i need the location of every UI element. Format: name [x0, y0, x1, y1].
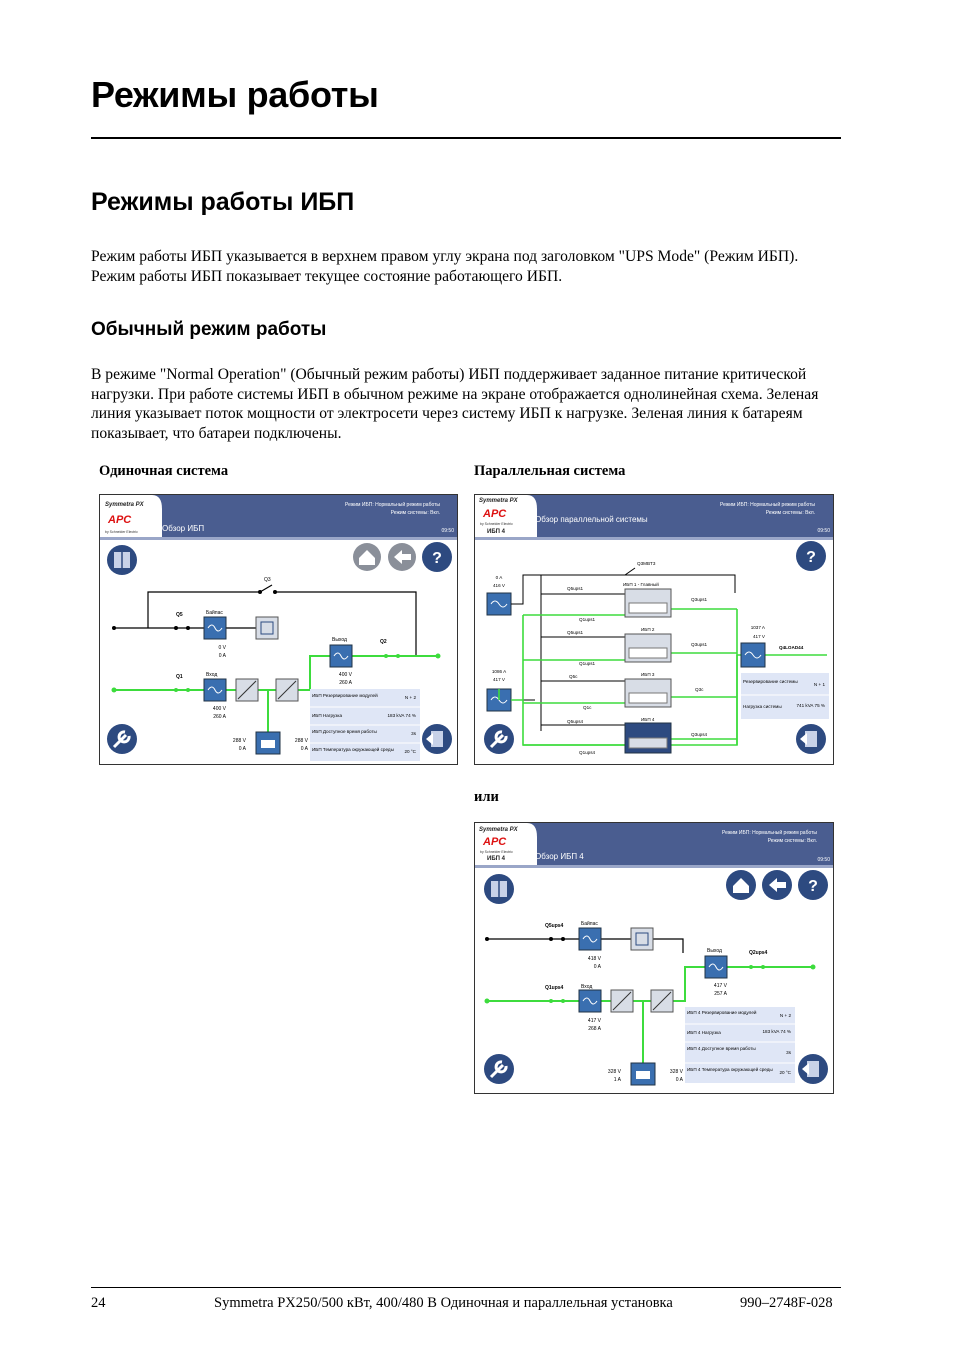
info-label-0: ИБП Резервирование модулей	[312, 693, 378, 698]
ups-label: ИБП 4	[487, 856, 505, 862]
ups2-qo: Q3ups1	[691, 642, 708, 647]
label-q5: Q5	[176, 612, 183, 618]
section-heading: Режимы работы ИБП	[91, 188, 355, 216]
sys-info-value-0: N + 1	[813, 682, 825, 687]
battery2-current: 0 A	[675, 1077, 683, 1083]
bypass-switch	[579, 928, 601, 950]
bypass-voltage: 418 V	[587, 956, 601, 962]
info-value-1: 183 kVA 74 %	[762, 1029, 791, 1034]
system-mode-status: Режим системы: Вкл.	[390, 510, 440, 516]
label-output: Выход	[332, 637, 347, 643]
ups3-name: ИБП 3	[641, 672, 655, 677]
input-voltage: 417 V	[587, 1018, 601, 1024]
single-system-screen	[99, 494, 458, 765]
source1-current: 0 A	[495, 575, 503, 580]
label-q2: Q2	[380, 639, 387, 645]
clock: 09:50	[441, 528, 454, 534]
sys-info-value-1: 741 kVA 75 %	[796, 703, 825, 708]
home-icon[interactable]	[353, 543, 381, 571]
ups2-qa: Q5ups1	[567, 630, 584, 635]
info-value-1: 183 kVA 74 %	[387, 713, 416, 718]
info-value-3: 20 °C	[779, 1070, 791, 1075]
system-mode-status: Режим системы: Вкл.	[765, 510, 815, 516]
back-icon[interactable]	[762, 870, 792, 900]
info-value-0: N + 2	[779, 1013, 791, 1018]
ups-label: ИБП 4	[487, 529, 505, 535]
screen-title: Обзор ИБП	[162, 524, 205, 533]
rectifier	[611, 990, 633, 1012]
input-voltage: 400 V	[212, 706, 226, 712]
system-info-table	[741, 673, 829, 719]
ups-module-4	[625, 723, 671, 753]
wrench-icon[interactable]	[484, 1054, 514, 1084]
label-q4load: Q4LOAD44	[779, 645, 804, 650]
document-number: 990–2748F-028	[740, 1295, 833, 1311]
inverter	[276, 679, 298, 701]
ups4-name: ИБП 4	[641, 717, 655, 722]
apc-logo: APC	[483, 508, 507, 520]
input-current: 260 A	[213, 714, 226, 720]
output-switch	[705, 956, 727, 978]
title-rule	[91, 137, 841, 139]
label-q2: Q2ups4	[749, 950, 768, 956]
ups4-qb: Q1ups4	[579, 750, 596, 755]
source2-voltage: 417 V	[492, 677, 506, 682]
ups-module-3	[625, 679, 671, 707]
ups-module-2	[625, 634, 671, 662]
ups4-qa: Q5ups4	[567, 719, 584, 724]
footer-rule	[91, 1287, 841, 1288]
cabinet-icon[interactable]	[107, 545, 137, 575]
help-icon[interactable]	[798, 870, 828, 900]
maker-label: by Schneider Electric	[480, 522, 513, 526]
label-q3mbt: Q3MBT3	[637, 561, 656, 566]
document-title: Symmetra PX250/500 кВт, 400/480 В Одиночная и параллельная установка	[214, 1295, 673, 1311]
maker-label: by Schneider Electric	[105, 530, 138, 534]
load-switch	[741, 643, 765, 667]
ups-mode-status: Режим ИБП: Нормальный режим работы	[722, 830, 817, 836]
info-value-3: 20 °C	[404, 749, 416, 754]
output-voltage: 400 V	[338, 672, 352, 678]
caption-single: Одиночная система	[99, 463, 229, 479]
ups1-qa: Q5ups1	[567, 586, 584, 591]
battery1-current: 0 A	[238, 746, 246, 752]
exit-icon[interactable]	[796, 724, 826, 754]
cabinet-icon[interactable]	[484, 874, 514, 904]
apc-logo: APC	[108, 514, 132, 526]
info-label-1: ИБП Нагрузка	[312, 713, 343, 718]
help-icon[interactable]	[796, 541, 826, 571]
load-current: 1037 A	[750, 625, 765, 630]
parallel-system-screen	[474, 494, 834, 765]
exit-icon[interactable]	[798, 1054, 828, 1084]
subsection-heading: Обычный режим работы	[91, 319, 327, 340]
label-q3: Q3	[264, 577, 271, 583]
input-current: 268 A	[588, 1026, 601, 1032]
system-mode-status: Режим системы: Вкл.	[767, 838, 817, 844]
label-input: Вход	[581, 984, 593, 990]
output-current: 257 A	[714, 991, 727, 997]
brand-label: Symmetra PX	[105, 502, 144, 508]
battery-icon	[256, 732, 280, 754]
input-switch	[579, 990, 601, 1012]
battery1-voltage: 328 V	[607, 1069, 621, 1075]
page-number: 24	[91, 1295, 106, 1311]
info-value-2: 3s	[786, 1050, 791, 1055]
battery2-current: 0 A	[300, 746, 308, 752]
bypass-voltage: 0 V	[218, 645, 226, 651]
static-switch	[631, 928, 653, 950]
static-switch	[256, 617, 278, 639]
sys-info-label-1: Нагрузка системы	[743, 704, 782, 709]
battery2-voltage: 288 V	[294, 738, 308, 744]
screen-title: Обзор параллельной системы	[535, 515, 648, 524]
ups4-overview-screen	[474, 822, 834, 1094]
info-table	[685, 1007, 795, 1083]
ups3-qa: Q5c	[569, 674, 578, 679]
intro-paragraph: Режим работы ИБП указывается в верхнем правом углу экрана под заголовком "UPS Mode" (Режим ИБП). Режим работы ИБП показывает текущее состояние работающего ИБП.	[91, 248, 799, 285]
caption-parallel: Параллельная система	[474, 463, 626, 479]
info-label-2: ИБП Доступное время работы	[312, 729, 377, 734]
info-label-3: ИБП 4 Температура окружающей среды	[687, 1067, 773, 1072]
ups1-name: ИБП 1 - Главный	[623, 582, 659, 587]
info-label-3: ИБП Температура окружающей среды	[312, 747, 394, 752]
ups-mode-status: Режим ИБП: Нормальный режим работы	[720, 502, 815, 508]
source2-current: 1086 A	[491, 669, 507, 674]
clock: 09:50	[817, 528, 830, 534]
source1-voltage: 416 V	[492, 583, 506, 588]
label-bypass: Байпас	[206, 610, 223, 616]
home-icon[interactable]	[726, 870, 756, 900]
screen-title: Обзор ИБП 4	[535, 852, 584, 861]
brand-label: Symmetra PX	[479, 827, 518, 833]
label-output: Выход	[707, 948, 722, 954]
ups1-qb: Q1ups1	[579, 617, 596, 622]
info-value-2: 3s	[411, 731, 416, 736]
output-current: 260 A	[339, 680, 352, 686]
output-voltage: 417 V	[713, 983, 727, 989]
info-label-1: ИБП 4 Нагрузка	[687, 1030, 721, 1035]
bypass-current: 0 A	[218, 653, 226, 659]
screen-header	[100, 495, 457, 540]
output-switch	[330, 645, 352, 667]
svg-text:?: ?	[432, 550, 442, 567]
info-value-0: N + 2	[404, 695, 416, 700]
ups3-qb: Q1c	[583, 705, 592, 710]
label-q5: Q5ups4	[545, 923, 564, 929]
sys-info-label-0: Резервирование системы	[743, 679, 798, 684]
inverter	[651, 990, 673, 1012]
svg-text:?: ?	[806, 549, 816, 566]
svg-text:?: ?	[808, 878, 818, 895]
back-icon[interactable]	[388, 543, 416, 571]
label-bypass: Байпас	[581, 921, 598, 927]
help-icon[interactable]	[422, 542, 452, 572]
brand-label: Symmetra PX	[479, 498, 518, 504]
info-label-0: ИБП 4 Резервирование модулей	[687, 1010, 757, 1015]
exit-icon[interactable]	[422, 724, 452, 754]
battery-icon	[631, 1063, 655, 1085]
wrench-icon[interactable]	[107, 724, 137, 754]
battery2-voltage: 328 V	[669, 1069, 683, 1075]
label-input: Вход	[206, 672, 218, 678]
clock: 09:50	[817, 857, 830, 863]
ups2-qb: Q1ups1	[579, 661, 596, 666]
screen-header	[475, 823, 833, 868]
apc-logo: APC	[483, 836, 507, 848]
battery1-current: 1 A	[613, 1077, 621, 1083]
info-label-2: ИБП 4 Доступное время работы	[687, 1046, 756, 1051]
wrench-icon[interactable]	[484, 724, 514, 754]
screen-header	[475, 495, 833, 540]
input-switch	[204, 679, 226, 701]
maker-label: by Schneider Electric	[480, 850, 513, 854]
label-q1: Q1ups4	[545, 985, 564, 991]
source1-switch	[487, 593, 511, 615]
description-paragraph: В режиме "Normal Operation" (Обычный режим работы) ИБП поддерживает заданное питание критической нагрузки. При работе системы ИБП в обычном режиме на экране отображается однолинейная схема. Зеленая линия указывает поток мощности от электросети через систему ИБП к нагрузке. Зеленая линия к батареям показывает, что батареи подключены.	[91, 366, 819, 442]
caption-or: или	[474, 789, 499, 805]
rectifier	[236, 679, 258, 701]
ups1-qo: Q3ups1	[691, 597, 708, 602]
load-voltage: 417 V	[752, 634, 765, 639]
ups-module-1	[625, 589, 671, 617]
bypass-switch	[204, 617, 226, 639]
ups3-qo: Q3c	[695, 687, 704, 692]
ups4-qo: Q3ups4	[691, 732, 708, 737]
ups2-name: ИБП 2	[641, 627, 655, 632]
label-q1: Q1	[176, 674, 183, 680]
ups-mode-status: Режим ИБП: Нормальный режим работы	[345, 502, 440, 508]
page-title: Режимы работы	[91, 74, 379, 115]
battery1-voltage: 288 V	[232, 738, 246, 744]
info-table	[310, 689, 420, 761]
bypass-current: 0 A	[593, 964, 601, 970]
